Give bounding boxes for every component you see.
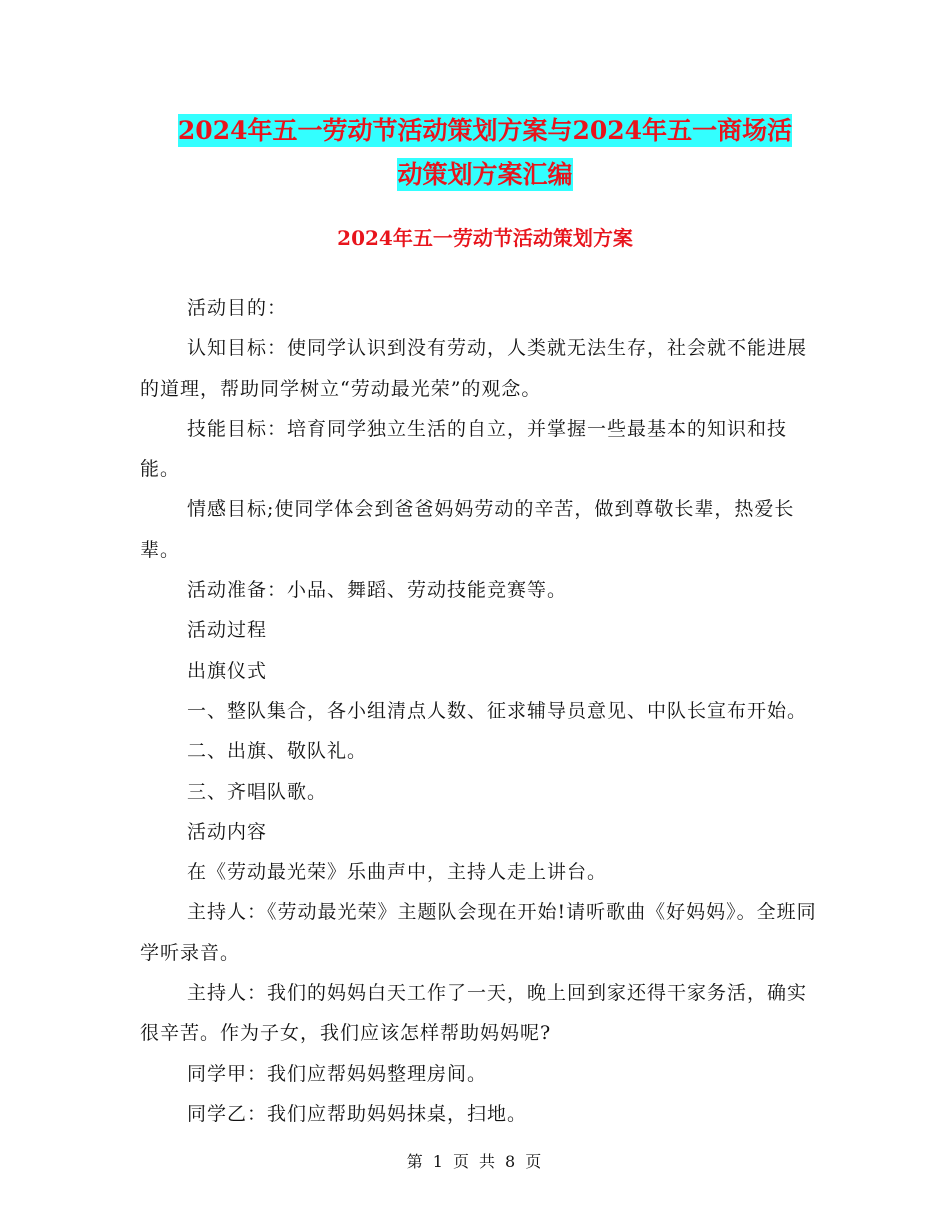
paragraph: 二、出旗、敬队礼。 (187, 740, 368, 763)
paragraph: 活动过程 (187, 619, 268, 642)
paragraph: 同学甲：我们应帮妈妈整理房间。 (187, 1062, 488, 1085)
paragraph: 主持人：我们的妈妈白天工作了一天，晚上回到家还得干家务活，确实很辛苦。作为子女，我们应该怎样帮助妈妈呢? (140, 982, 808, 1045)
document-body (140, 288, 820, 1134)
paragraph: 同学乙：我们应帮助妈妈抹桌，扫地。 (187, 1102, 528, 1125)
paragraph: 一、整队集合，各小组清点人数、征求辅导员意见、中队长宣布开始。 (187, 699, 808, 722)
total-unit: 页 (525, 1152, 544, 1171)
paragraph: 主持人：《劳动最光荣》主题队会现在开始!请听歌曲《好妈妈》。全班同学听录音。 (140, 901, 817, 964)
paragraph: 情感目标;使同学体会到爸爸妈妈劳动的辛苦，做到尊敬长辈，热爱长辈。 (140, 498, 795, 561)
paragraph: 出旗仪式 (187, 659, 268, 682)
page-number: 1 (432, 1152, 445, 1171)
paragraph: 三、齐唱队歌。 (187, 780, 328, 803)
document-title-line-2 (140, 150, 830, 200)
page-footer (0, 1150, 950, 1174)
paragraph: 活动准备：小品、舞蹈、劳动技能竞赛等。 (187, 579, 568, 602)
total-prefix: 共 (479, 1152, 498, 1171)
document-title-text-1: 2024年五一劳动节活动策划方案与2024年五一商场活 (177, 116, 793, 145)
total-pages: 8 (505, 1152, 518, 1171)
document-title-line-1 (140, 106, 830, 156)
document-title-text-2: 动策划方案汇编 (397, 160, 573, 189)
paragraph: 活动目的： (187, 297, 288, 319)
section-title: 2024年五一劳动节活动策划方案 (337, 226, 633, 250)
paragraph: 在《劳动最光荣》乐曲声中，主持人走上讲台。 (187, 861, 608, 884)
page-prefix: 第 (406, 1152, 425, 1171)
paragraph: 认知目标：使同学认识到没有劳动，人类就无法生存，社会就不能进展的道理，帮助同学树立“劳动最光荣”的观念。 (140, 337, 808, 400)
paragraph: 技能目标：培育同学独立生活的自立，并掌握一些最基本的知识和技能。 (140, 417, 788, 481)
paragraph: 活动内容 (187, 820, 268, 843)
page-unit: 页 (452, 1152, 471, 1171)
